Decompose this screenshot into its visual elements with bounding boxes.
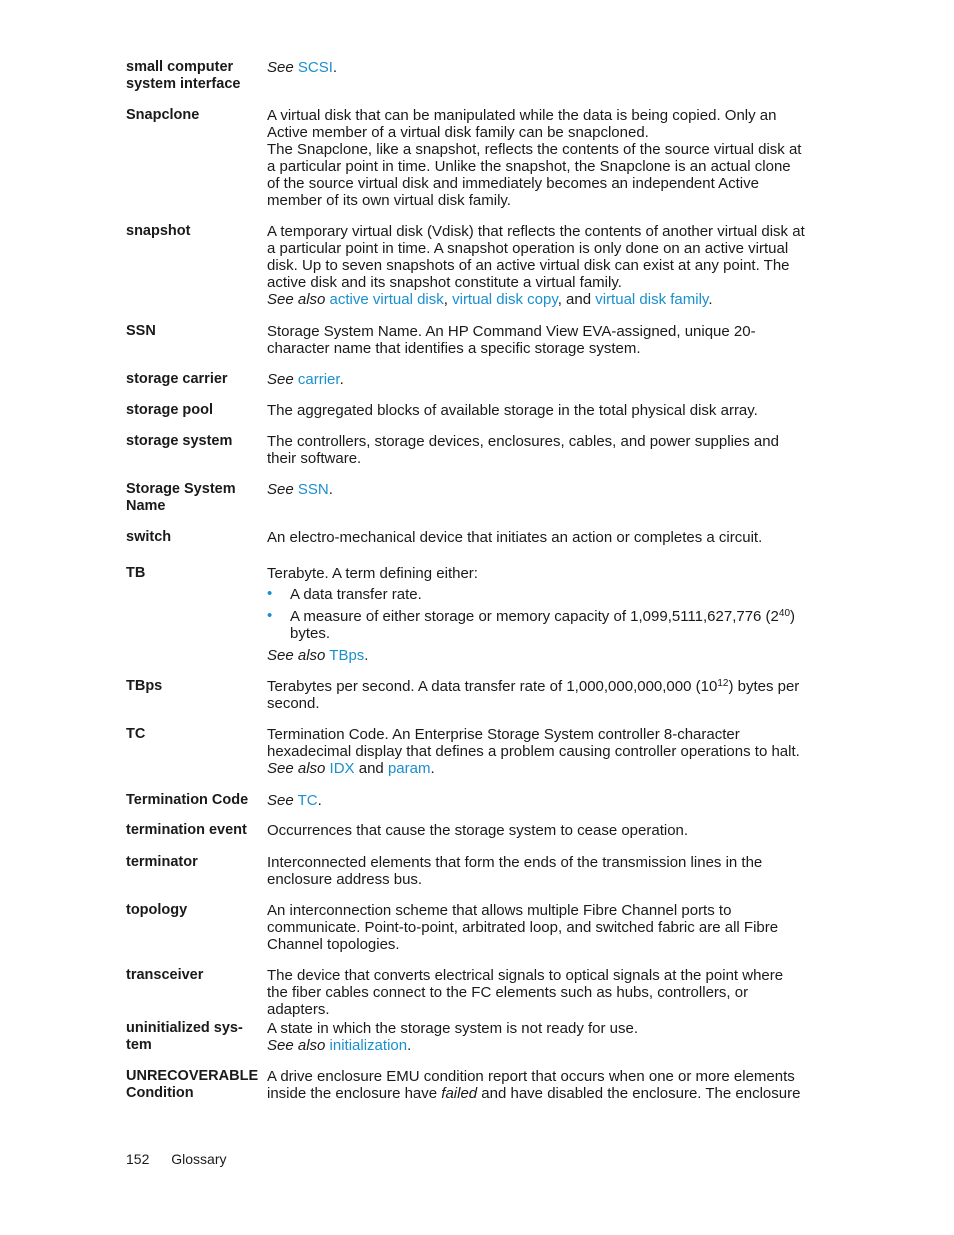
sep: , [443,291,453,308]
definition-paragraph: A temporary virtual disk (Vdisk) that reflects the contents of another virtual disk at a particular point in time. A snapshot operation is only done on an active virtual disk. Up to seven snapshots of an active virtual disk can exist at any point. The active disk and its snapshot constitute a virtual family. [267,223,805,291]
bullet-list [267,586,807,642]
term: storage carrier [126,371,228,387]
term: Termination Code [126,792,249,808]
definition-paragraph: A virtual disk that can be manipulated while the data is being copied. Only an Active member of a virtual disk family can be snapcloned. [267,107,777,141]
term: small computer system interface [126,59,241,92]
punct: . [407,1037,412,1054]
link-carrier[interactable]: carrier [297,371,340,388]
term: TBps [126,678,163,694]
bullet-text: ) bytes. [290,608,796,642]
term: SSN [126,323,156,339]
term: topology [126,902,188,918]
punct: . [364,647,369,664]
definition: Interconnected elements that form the ends of the transmission lines in the enclosure address bus. [267,854,763,888]
link-initialization[interactable]: initialization [329,1037,408,1054]
see-also-label: See also [267,291,326,308]
term: terminator [126,854,198,870]
punct: . [328,481,333,498]
superscript: 40 [778,608,791,619]
definition-text: A drive enclosure EMU condition report that occurs when one or more elements inside the enclosure have [267,1068,795,1102]
definition [267,223,807,308]
see-also-label: See also [267,1037,326,1054]
definition: An interconnection scheme that allows multiple Fibre Channel ports to communicate. Point-to-point, arbitrated loop, and switched fabric are all Fibre Channel topologies. [267,902,779,953]
punct: . [317,792,322,809]
sep: , and [557,291,596,308]
term: TB [126,565,146,581]
definition-text: Terabytes per second. A data transfer rate of 1,000,000,000,000 (10 [267,678,718,695]
link-idx[interactable]: IDX [329,760,355,777]
term: switch [126,529,172,545]
link-virtual-disk-family[interactable]: virtual disk family [595,291,709,308]
definition-text: and have disabled the enclosure. The enclosure [477,1085,801,1102]
bullet-icon: • [267,585,273,602]
term: storage pool [126,402,214,418]
superscript: 12 [717,678,729,689]
definition-intro: Terabyte. A term defining either: [267,565,478,582]
definition: The aggregated blocks of available storage in the total physical disk array. [267,402,758,419]
see-also-line [267,1037,807,1054]
term: uninitialized sys-tem [126,1020,243,1053]
link-param[interactable]: param [387,760,431,777]
see-also-line [267,760,807,777]
definition: The controllers, storage devices, enclosures, cables, and power supplies and their software. [267,433,779,467]
term: termination event [126,822,247,838]
link-tbps[interactable]: TBps [329,647,365,664]
see-label: See [267,371,294,388]
definition: Occurrences that cause the storage system to cease operation. [267,822,689,839]
list-item [267,586,807,603]
definition [267,1020,807,1054]
definition [267,107,807,209]
link-tc[interactable]: TC [297,792,318,809]
definition [267,481,807,498]
see-also-label: See also [267,760,326,777]
term: Snapclone [126,107,200,123]
definition: An electro-mechanical device that initiates an action or completes a circuit. [267,529,763,546]
link-active-virtual-disk[interactable]: active virtual disk [329,291,444,308]
see-also-line [267,647,807,664]
definition-paragraph: A state in which the storage system is not ready for use. [267,1020,639,1037]
definition [267,792,807,809]
link-ssn[interactable]: SSN [297,481,329,498]
definition: The device that converts electrical signals to optical signals at the point where the fiber cables connect to the FC elements such as hubs, controllers, or adapters. [267,967,784,1018]
definition-paragraph: Termination Code. An Enterprise Storage System controller 8-character hexadecimal display that defines a problem causing controller operations to halt. [267,726,800,760]
term: storage system [126,433,233,449]
term: snapshot [126,223,191,239]
definition [267,1068,807,1102]
definition-text: ) bytes per second. [267,678,800,712]
definition: Storage System Name. An HP Command View EVA-assigned, unique 20-character name that identifies a specific storage system. [267,323,756,357]
emphasis: failed [441,1085,478,1102]
definition [267,726,807,777]
bullet-text: A data transfer rate. [290,586,422,603]
definition [267,371,807,388]
definition [267,59,807,76]
see-also-line [267,291,807,308]
punct: . [708,291,713,308]
list-item [267,608,807,642]
page-footer [126,1151,226,1167]
link-virtual-disk-copy[interactable]: virtual disk copy [452,291,558,308]
punct: . [430,760,435,777]
punct: . [339,371,344,388]
term: transceiver [126,967,204,983]
term: Storage System Name [126,481,236,514]
definition [267,565,807,664]
page-number: 152 [126,1151,150,1167]
see-label: See [267,59,294,76]
see-label: See [267,481,294,498]
bullet-text: A measure of either storage or memory capacity of 1,099,5111,627,776 (2 [290,608,779,625]
section-name: Glossary [171,1151,227,1167]
punct: . [332,59,338,76]
term: UNRECOVERABLE Condition [126,1068,259,1101]
term: TC [126,726,146,742]
see-also-label: See also [267,647,326,664]
link-scsi[interactable]: SCSI [297,59,333,76]
see-label: See [267,792,294,809]
bullet-icon: • [267,607,273,624]
definition-paragraph: The Snapclone, like a snapshot, reflects the contents of the source virtual disk at a particular point in time. Unlike the snapshot, the Snapclone is an actual clone of the source virtual disk and immediately becomes an independent Active member of its own virtual disk family. [267,141,802,209]
definition [267,678,807,712]
sep: and [354,760,388,777]
